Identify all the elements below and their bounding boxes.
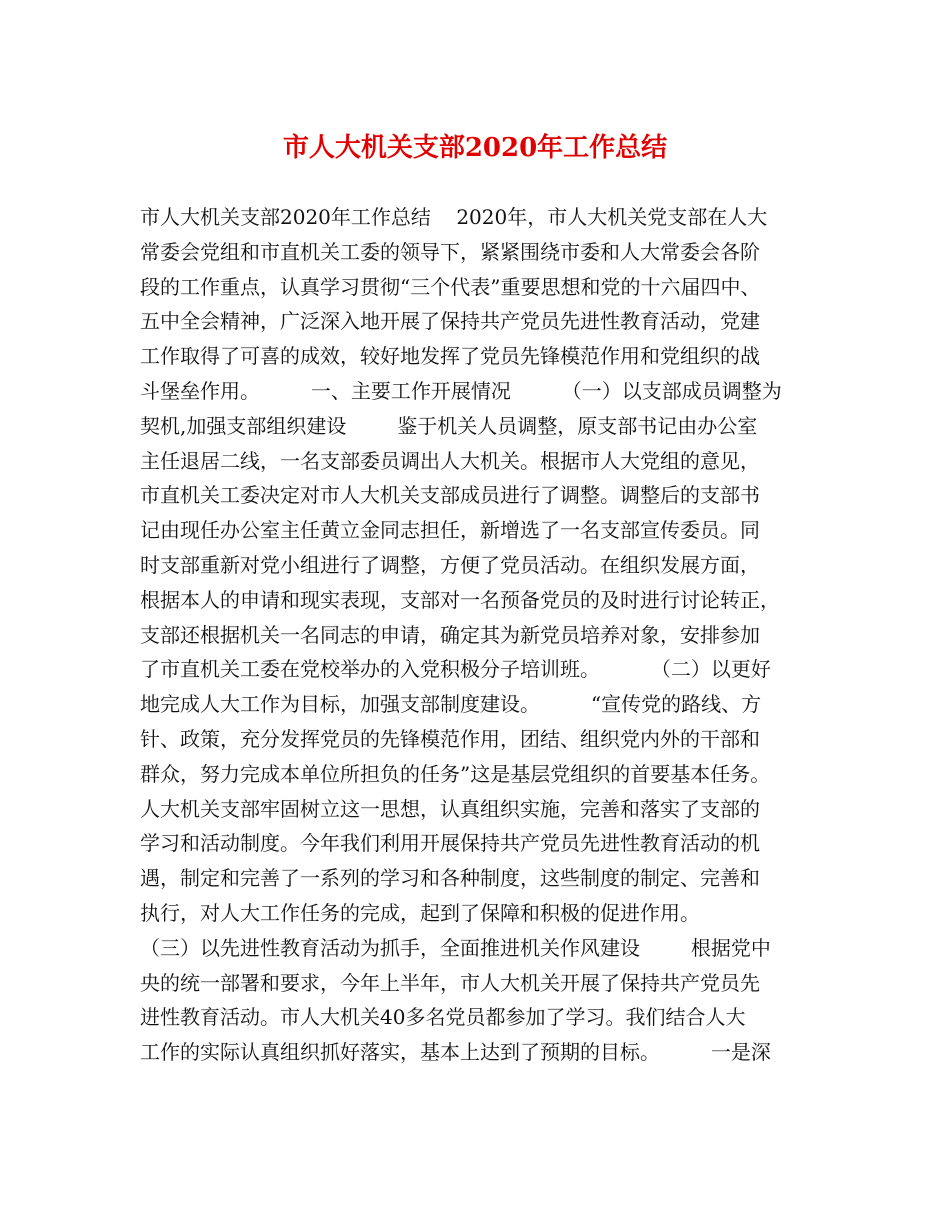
body-line: 工作取得了可喜的成效，较好地发挥了党员先锋模范作用和党组织的战	[140, 344, 760, 369]
body-line: 学习和活动制度。今年我们利用开展保持共产党员先进性教育活动的机	[140, 831, 760, 856]
body-line: 支部还根据机关一名同志的申请，确定其为新党员培养对象，安排参加	[140, 622, 760, 647]
body-line: 央的统一部署和要求，今年上半年，市人大机关开展了保持共产党员先	[140, 970, 760, 995]
document-title: 市人大机关支部2020年工作总结	[282, 133, 668, 163]
body-line: 五中全会精神，广泛深入地开展了保持共产党员先进性教育活动，党建	[140, 309, 760, 334]
body-line: 工作的实际认真组织抓好落实，基本上达到了预期的目标。 一是深	[140, 1040, 771, 1065]
body-line: 地完成人大工作为目标，加强支部制度建设。 “宣传党的路线、方	[140, 692, 762, 717]
body-line: 记由现任办公室主任黄立金同志担任，新增选了一名支部宣传委员。同	[140, 518, 760, 543]
body-line: 契机,加强支部组织建设 鉴于机关人员调整，原支部书记由办公室	[140, 413, 758, 438]
body-line: 针、政策，充分发挥党员的先锋模范作用，团结、组织党内外的干部和	[140, 726, 760, 751]
body-line: 遇，制定和完善了一系列的学习和各种制度，这些制度的制定、完善和	[140, 866, 760, 891]
body-line: 进性教育活动。市人大机关40多名党员都参加了学习。我们结合人大	[140, 1005, 746, 1030]
body-line: 斗堡垒作用。 一、主要工作开展情况 （一）以支部成员调整为	[140, 378, 782, 403]
body-line: 市人大机关支部2020年工作总结 2020年，市人大机关党支部在人大	[140, 205, 768, 229]
body-line: 群众，努力完成本单位所担负的任务”这是基层党组织的首要基本任务。	[140, 761, 771, 786]
body-line: 根据本人的申请和现实表现，支部对一名预备党员的及时进行讨论转正，	[140, 587, 780, 612]
body-line: 时支部重新对党小组进行了调整，方便了党员活动。在组织发展方面，	[140, 552, 760, 577]
body-line: 执行，对人大工作任务的完成，起到了保障和积极的促进作用。	[140, 900, 700, 925]
body-line: 段的工作重点，认真学习贯彻“三个代表”重要思想和党的十六届四中、	[140, 274, 761, 299]
body-line: 常委会党组和市直机关工委的领导下，紧紧围绕市委和人大常委会各阶	[140, 239, 760, 264]
body-line: 了市直机关工委在党校举办的入党积极分子培训班。 （二）以更好	[140, 657, 771, 682]
body-line: 市直机关工委决定对市人大机关支部成员进行了调整。调整后的支部书	[140, 483, 760, 508]
body-line: 主任退居二线，一名支部委员调出人大机关。根据市人大党组的意见，	[140, 448, 760, 473]
document-body	[140, 200, 830, 1070]
body-line: 人大机关支部牢固树立这一思想，认真组织实施，完善和落实了支部的	[140, 796, 760, 821]
body-line: （三）以先进性教育活动为抓手，全面推进机关作风建设 根据党中	[140, 935, 771, 960]
